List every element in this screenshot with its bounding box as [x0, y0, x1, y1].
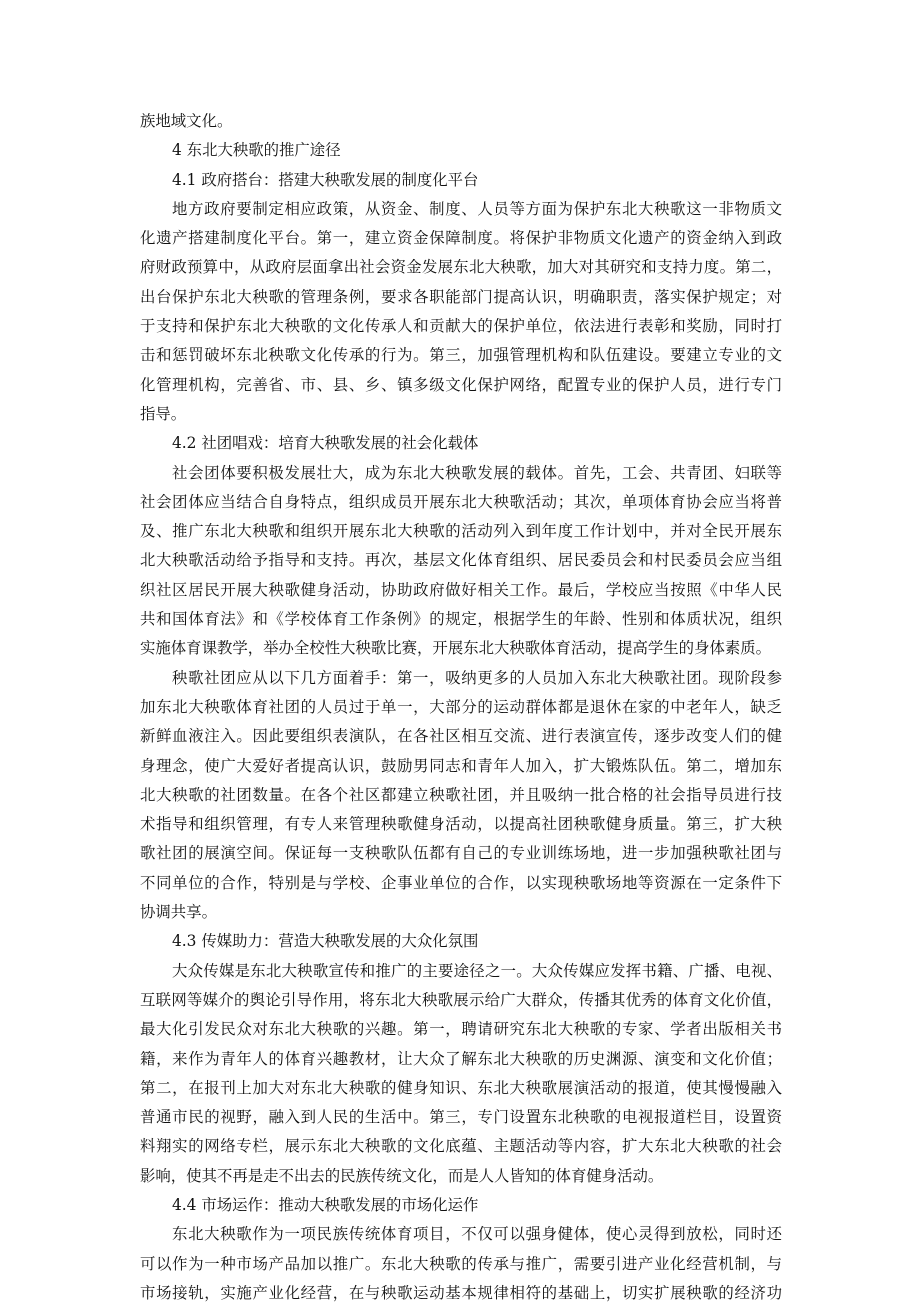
subsection-heading: 4.4 市场运作：推动大秧歌发展的市场化运作: [172, 1195, 479, 1214]
paragraph-line: 实施体育课教学，举办全校性大秧歌比赛，开展东北大秧歌体育活动，提高学生的身体素质。: [140, 639, 772, 658]
paragraph-line: 新鲜血液注入。因此要组织表演队，在各社区相互交流、进行表演宣传，逐步改变人们的健: [140, 727, 782, 746]
paragraph-line: 术指导和组织管理，有专人来管理秧歌健身活动，以提高社团秧歌健身质量。第三，扩大秧: [140, 815, 782, 834]
paragraph-line: 北大秧歌活动给予指导和支持。再次，基层文化体育组织、居民委员会和村民委员会应当组: [140, 551, 782, 570]
paragraph-line: 社会团体应当结合自身特点，组织成员开展东北大秧歌活动；其次，单项体育协会应当将普: [140, 492, 782, 511]
paragraph-line: 化管理机构，完善省、市、县、乡、镇多级文化保护网络，配置专业的保护人员，进行专门: [140, 375, 782, 394]
subsection-heading: 4.3 传媒助力：营造大秧歌发展的大众化氛围: [172, 932, 479, 951]
paragraph-line: 料翔实的网络专栏，展示东北大秧歌的文化底蕴、主题活动等内容，扩大东北大秧歌的社会: [140, 1137, 782, 1156]
subsection-heading: 4.2 社团唱戏：培育大秧歌发展的社会化载体: [172, 434, 479, 453]
paragraph-line: 协调共享。: [140, 903, 217, 922]
paragraph-line: 互联网等媒介的舆论引导作用，将东北大秧歌展示给广大群众，传播其优秀的体育文化价值，: [140, 990, 782, 1009]
paragraph-line: 于支持和保护东北大秧歌的文化传承人和贡献大的保护单位，依法进行表彰和奖励，同时打: [140, 317, 782, 336]
paragraph-line: 最大化引发民众对东北大秧歌的兴趣。第一，聘请研究东北大秧歌的专家、学者出版相关书: [140, 1020, 782, 1039]
paragraph-line: 歌社团的展演空间。保证每一支秧歌队伍都有自己的专业训练场地，进一步加强秧歌社团与: [140, 844, 782, 863]
paragraph-line: 影响，使其不再是走不出去的民族传统文化，而是人人皆知的体育健身活动。: [140, 1166, 664, 1185]
paragraph-line: 共和国体育法》和《学校体育工作条例》的规定，根据学生的年龄、性别和体质状况，组织: [140, 610, 782, 629]
paragraph-line: 及、推广东北大秧歌和组织开展东北大秧歌的活动列入到年度工作计划中，并对全民开展东: [140, 522, 782, 541]
paragraph-line: 大众传媒是东北大秧歌宣传和推广的主要途径之一。大众传媒应发挥书籍、广播、电视、: [172, 961, 782, 980]
paragraph-line: 普通市民的视野，融入到人民的生活中。第三，专门设置东北秧歌的电视报道栏目，设置资: [140, 1108, 782, 1127]
paragraph-line: 秧歌社团应从以下几方面着手：第一，吸纳更多的人员加入东北大秧歌社团。现阶段参: [172, 668, 782, 687]
paragraph-line: 东北大秧歌作为一项民族传统体育项目，不仅可以强身健体，使心灵得到放松，同时还: [172, 1225, 782, 1244]
subsection-heading: 4.1 政府搭台：搭建大秧歌发展的制度化平台: [172, 170, 479, 189]
paragraph-line: 指导。: [140, 404, 187, 423]
paragraph-line: 北大秧歌的社团数量。在各个社区都建立秧歌社团，并且吸纳一批合格的社会指导员进行技: [140, 785, 782, 804]
paragraph-line: 族地域文化。: [140, 112, 233, 130]
paragraph-line: 社会团体要积极发展壮大，成为东北大秧歌发展的载体。首先，工会、共青团、妇联等: [172, 463, 782, 482]
paragraph-line: 出台保护东北大秧歌的管理条例，要求各职能部门提高认识，明确职责，落实保护规定；对: [140, 287, 782, 306]
paragraph-line: 可以作为一种市场产品加以推广。东北大秧歌的传承与推广，需要引进产业化经营机制，与: [140, 1254, 782, 1273]
paragraph-line: 籍，来作为青年人的体育兴趣教材，让大众了解东北大秧歌的历史渊源、演变和文化价值；: [140, 1049, 782, 1068]
paragraph-line: 第二，在报刊上加大对东北大秧歌的健身知识、东北大秧歌展演活动的报道，使其慢慢融入: [140, 1078, 782, 1097]
paragraph-line: 府财政预算中，从政府层面拿出社会资金发展东北大秧歌，加大对其研究和支持力度。第二，: [140, 258, 782, 277]
paragraph-line: 市场接轨，实施产业化经营，在与秧歌运动基本规律相符的基础上，切实扩展秧歌的经济功: [140, 1283, 782, 1302]
paragraph-line: 织社区居民开展大秧歌健身活动，协助政府做好相关工作。最后，学校应当按照《中华人民: [140, 580, 782, 599]
paragraph-line: 地方政府要制定相应政策，从资金、制度、人员等方面为保护东北大秧歌这一非物质文: [172, 199, 782, 218]
section-heading: 4 东北大秧歌的推广途径: [172, 141, 341, 160]
paragraph-line: 身理念，使广大爱好者提高认识，鼓励男同志和青年人加入，扩大锻炼队伍。第二，增加东: [140, 756, 782, 775]
paragraph-line: 加东北大秧歌体育社团的人员过于单一，大部分的运动群体都是退休在家的中老年人，缺乏: [140, 697, 782, 716]
paragraph-line: 不同单位的合作，特别是与学校、企事业单位的合作，以实现秧歌场地等资源在一定条件下: [140, 873, 782, 892]
paragraph-line: 击和惩罚破坏东北秧歌文化传承的行为。第三，加强管理机构和队伍建设。要建立专业的文: [140, 346, 782, 365]
paragraph-line: 化遗产搭建制度化平台。第一，建立资金保障制度。将保护非物质文化遗产的资金纳入到政: [140, 229, 782, 248]
document-body: [140, 107, 782, 1308]
